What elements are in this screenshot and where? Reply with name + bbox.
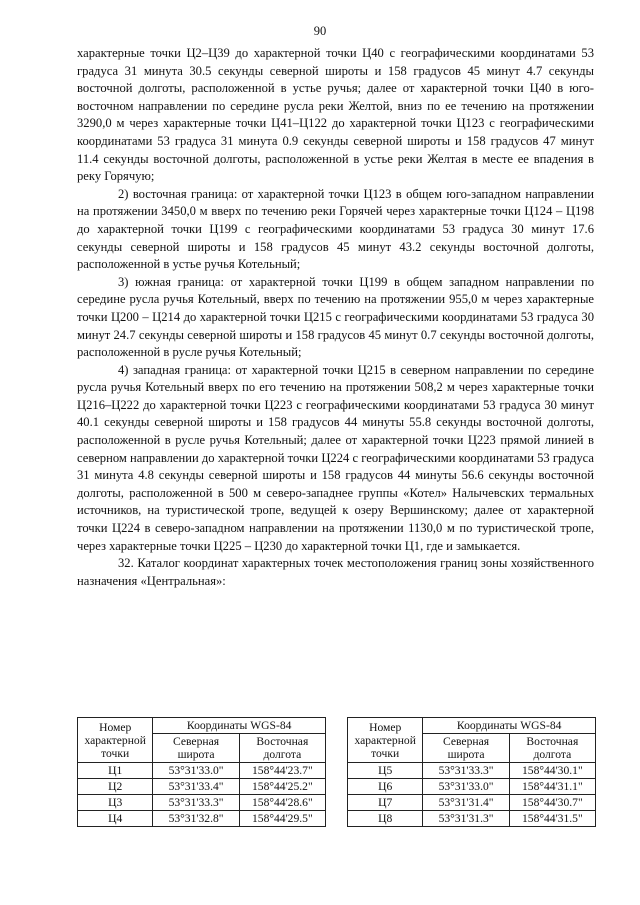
latitude-cell: 53°31'33.0" (153, 763, 239, 779)
point-cell: Ц1 (78, 763, 153, 779)
longitude-cell: 158°44'31.5" (509, 811, 595, 827)
latitude-cell: 53°31'33.4" (153, 779, 239, 795)
header-coordinates: Координаты WGS-84 (423, 718, 596, 734)
longitude-cell: 158°44'23.7" (239, 763, 325, 779)
table-row (78, 779, 326, 795)
latitude-cell: 53°31'31.4" (423, 795, 509, 811)
table-row (348, 779, 596, 795)
latitude-cell: 53°31'31.3" (423, 811, 509, 827)
table-row (348, 811, 596, 827)
paragraph: 4) западная граница: от характерной точки Ц215 в северном направлении по середине русла ручья Котельный вверх по его течению на протяжении 508,2 м через характерные точки Ц216–Ц222 до характерной точки Ц223 с географическими координатами 53 градуса 30 минут 40.1 секунды северной широты и 158 градусов 44 минуты 55.8 секунды восточной долготы, расположенной в русле ручья Котельный; далее от характерной точки Ц223 прямой линией в северном направлении до характерной точки Ц224 с географическими координатами 53 градуса 31 минута 4.8 секунды северной широты и 158 градусов 44 минуты 56.6 секунды восточной долготы, расположенной в 500 м северо-западнее группы «Котел» Налычевских термальных источников, на туристической тропе, ведущей к озеру Вершинскому; далее от характерной точки Ц224 в северо-западном направлении на протяжении 1130,0 м по туристической тропе, через характерные точки Ц225 – Ц230 до характерной точки Ц1, где и замыкается. (77, 362, 594, 553)
header-latitude: Северная широта (153, 734, 239, 763)
table-row (348, 763, 596, 779)
table-header-row (348, 718, 596, 734)
body-text (77, 45, 594, 590)
table-row (348, 795, 596, 811)
latitude-cell: 53°31'33.3" (153, 795, 239, 811)
point-cell: Ц5 (348, 763, 423, 779)
catalog-heading: 32. Каталог координат характерных точек местоположения границ зоны хозяйственного назначения «Центральная»: (77, 556, 594, 588)
header-point-number: Номер характерной точки (78, 718, 153, 763)
table-header-row (78, 718, 326, 734)
longitude-cell: 158°44'30.1" (509, 763, 595, 779)
longitude-cell: 158°44'28.6" (239, 795, 325, 811)
point-cell: Ц7 (348, 795, 423, 811)
longitude-cell: 158°44'30.7" (509, 795, 595, 811)
table-row (78, 811, 326, 827)
table-row (78, 795, 326, 811)
longitude-cell: 158°44'25.2" (239, 779, 325, 795)
latitude-cell: 53°31'33.0" (423, 779, 509, 795)
point-cell: Ц6 (348, 779, 423, 795)
longitude-cell: 158°44'29.5" (239, 811, 325, 827)
page-number: 90 (313, 24, 327, 38)
point-cell: Ц2 (78, 779, 153, 795)
table-row (78, 763, 326, 779)
header-coordinates: Координаты WGS-84 (153, 718, 326, 734)
header-point-number: Номер характерной точки (348, 718, 423, 763)
header-longitude: Восточная долгота (509, 734, 595, 763)
point-cell: Ц8 (348, 811, 423, 827)
coordinates-table-left (77, 717, 326, 827)
point-cell: Ц4 (78, 811, 153, 827)
latitude-cell: 53°31'32.8" (153, 811, 239, 827)
paragraph: 2) восточная граница: от характерной точки Ц123 в общем юго-западном направлении на протяжении 3450,0 м вверх по течению реки Горячей через характерные точки Ц124 – Ц198 до характерной точки Ц199 с географическими координатами 53 градуса 30 минут 17.6 секунды северной широты и 158 градусов 45 минут 43.2 секунды восточной долготы, расположенной в устье ручья Котельный; (77, 186, 594, 272)
paragraph: характерные точки Ц2–Ц39 до характерной точки Ц40 с географическими координатами 53 градуса 31 минута 30.5 секунды северной широты и 158 градусов 45 минут 4.7 секунды восточной долготы, расположенной в устье ручья; далее от характерной точки Ц40 в юго-восточном направлении по середине русла реки Желтой, вниз по ее течению на протяжении 3290,0 м через характерные точки Ц41–Ц122 до характерной точки Ц123 с географическими координатами 53 градуса 31 минута 0.9 секунды северной широты и 158 градусов 47 минут 11.4 секунды восточной долготы, расположенной в устье реки Желтая в месте ее впадения в реку Горячую; (77, 46, 594, 184)
point-cell: Ц3 (78, 795, 153, 811)
coordinates-table-right (347, 717, 596, 827)
header-latitude: Северная широта (423, 734, 509, 763)
longitude-cell: 158°44'31.1" (509, 779, 595, 795)
header-longitude: Восточная долгота (239, 734, 325, 763)
latitude-cell: 53°31'33.3" (423, 763, 509, 779)
paragraph: 3) южная граница: от характерной точки Ц199 в общем западном направлении по середине русла ручья Котельный, вверх по течению на протяжении 955,0 м через характерные точки Ц200 – Ц214 до характерной точки Ц215 с географическими координатами 53 градуса 30 минут 24.7 секунды северной широты и 158 градусов 45 минут 0.7 секунды восточной долготы, расположенной в русле ручья Котельный; (77, 274, 594, 360)
